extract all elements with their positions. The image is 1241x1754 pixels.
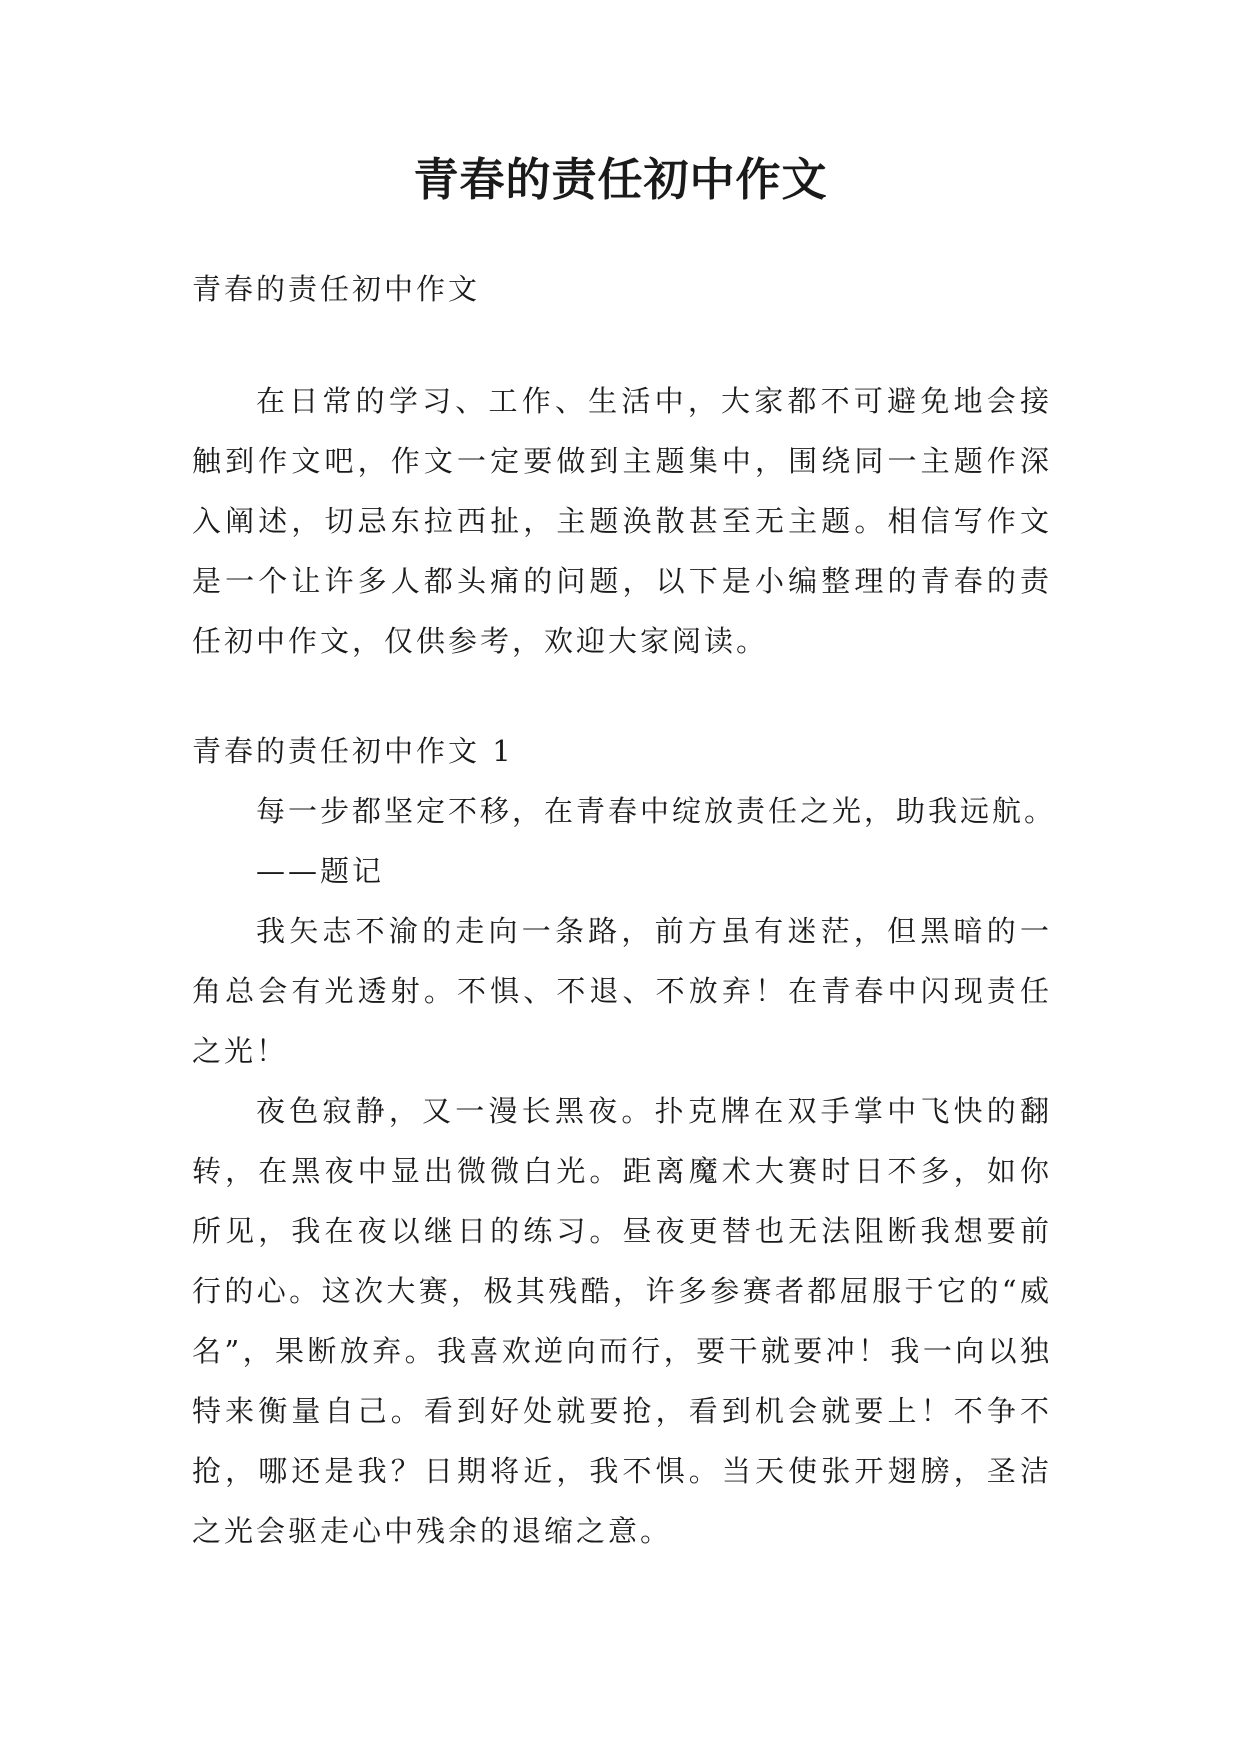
section-heading: 青春的责任初中作文 1 [192, 734, 514, 768]
intro-paragraph: 在日常的学习、工作、生活中，大家都不可避免地会接触到作文吧，作文一定要做到主题集中，围绕同一主题作深入阐述，切忌东拉西扯，主题涣散甚至无主题。相信写作文是一个让许多人都头痛的问题，以下是小编整理的青春的责任初中作文，仅供参考，欢迎大家阅读。 [192, 384, 1052, 658]
document-title: 青春的责任初中作文 [413, 153, 828, 206]
body-paragraph: 我矢志不渝的走向一条路，前方虽有迷茫，但黑暗的一角总会有光透射。不惧、不退、不放弃！在青春中闪现责任之光！ [192, 914, 1052, 1068]
epigraph-attribution: ——题记 [256, 854, 385, 888]
document-body [192, 259, 1057, 1561]
document-subtitle: 青春的责任初中作文 [192, 272, 481, 306]
body-paragraph: 夜色寂静，又一漫长黑夜。扑克牌在双手掌中飞快的翻转，在黑夜中显出微微白光。距离魔术大赛时日不多，如你所见，我在夜以继日的练习。昼夜更替也无法阻断我想要前行的心。这次大赛，极其残酷，许多参赛者都屈服于它的“威名”，果断放弃。我喜欢逆向而行，要干就要冲！我一向以独特来衡量自己。看到好处就要抢，看到机会就要上！不争不抢，哪还是我？日期将近，我不惧。当天使张开翅膀，圣洁之光会驱走心中残余的退缩之意。 [192, 1094, 1052, 1548]
epigraph: 每一步都坚定不移，在青春中绽放责任之光，助我远航。 [256, 794, 1057, 828]
